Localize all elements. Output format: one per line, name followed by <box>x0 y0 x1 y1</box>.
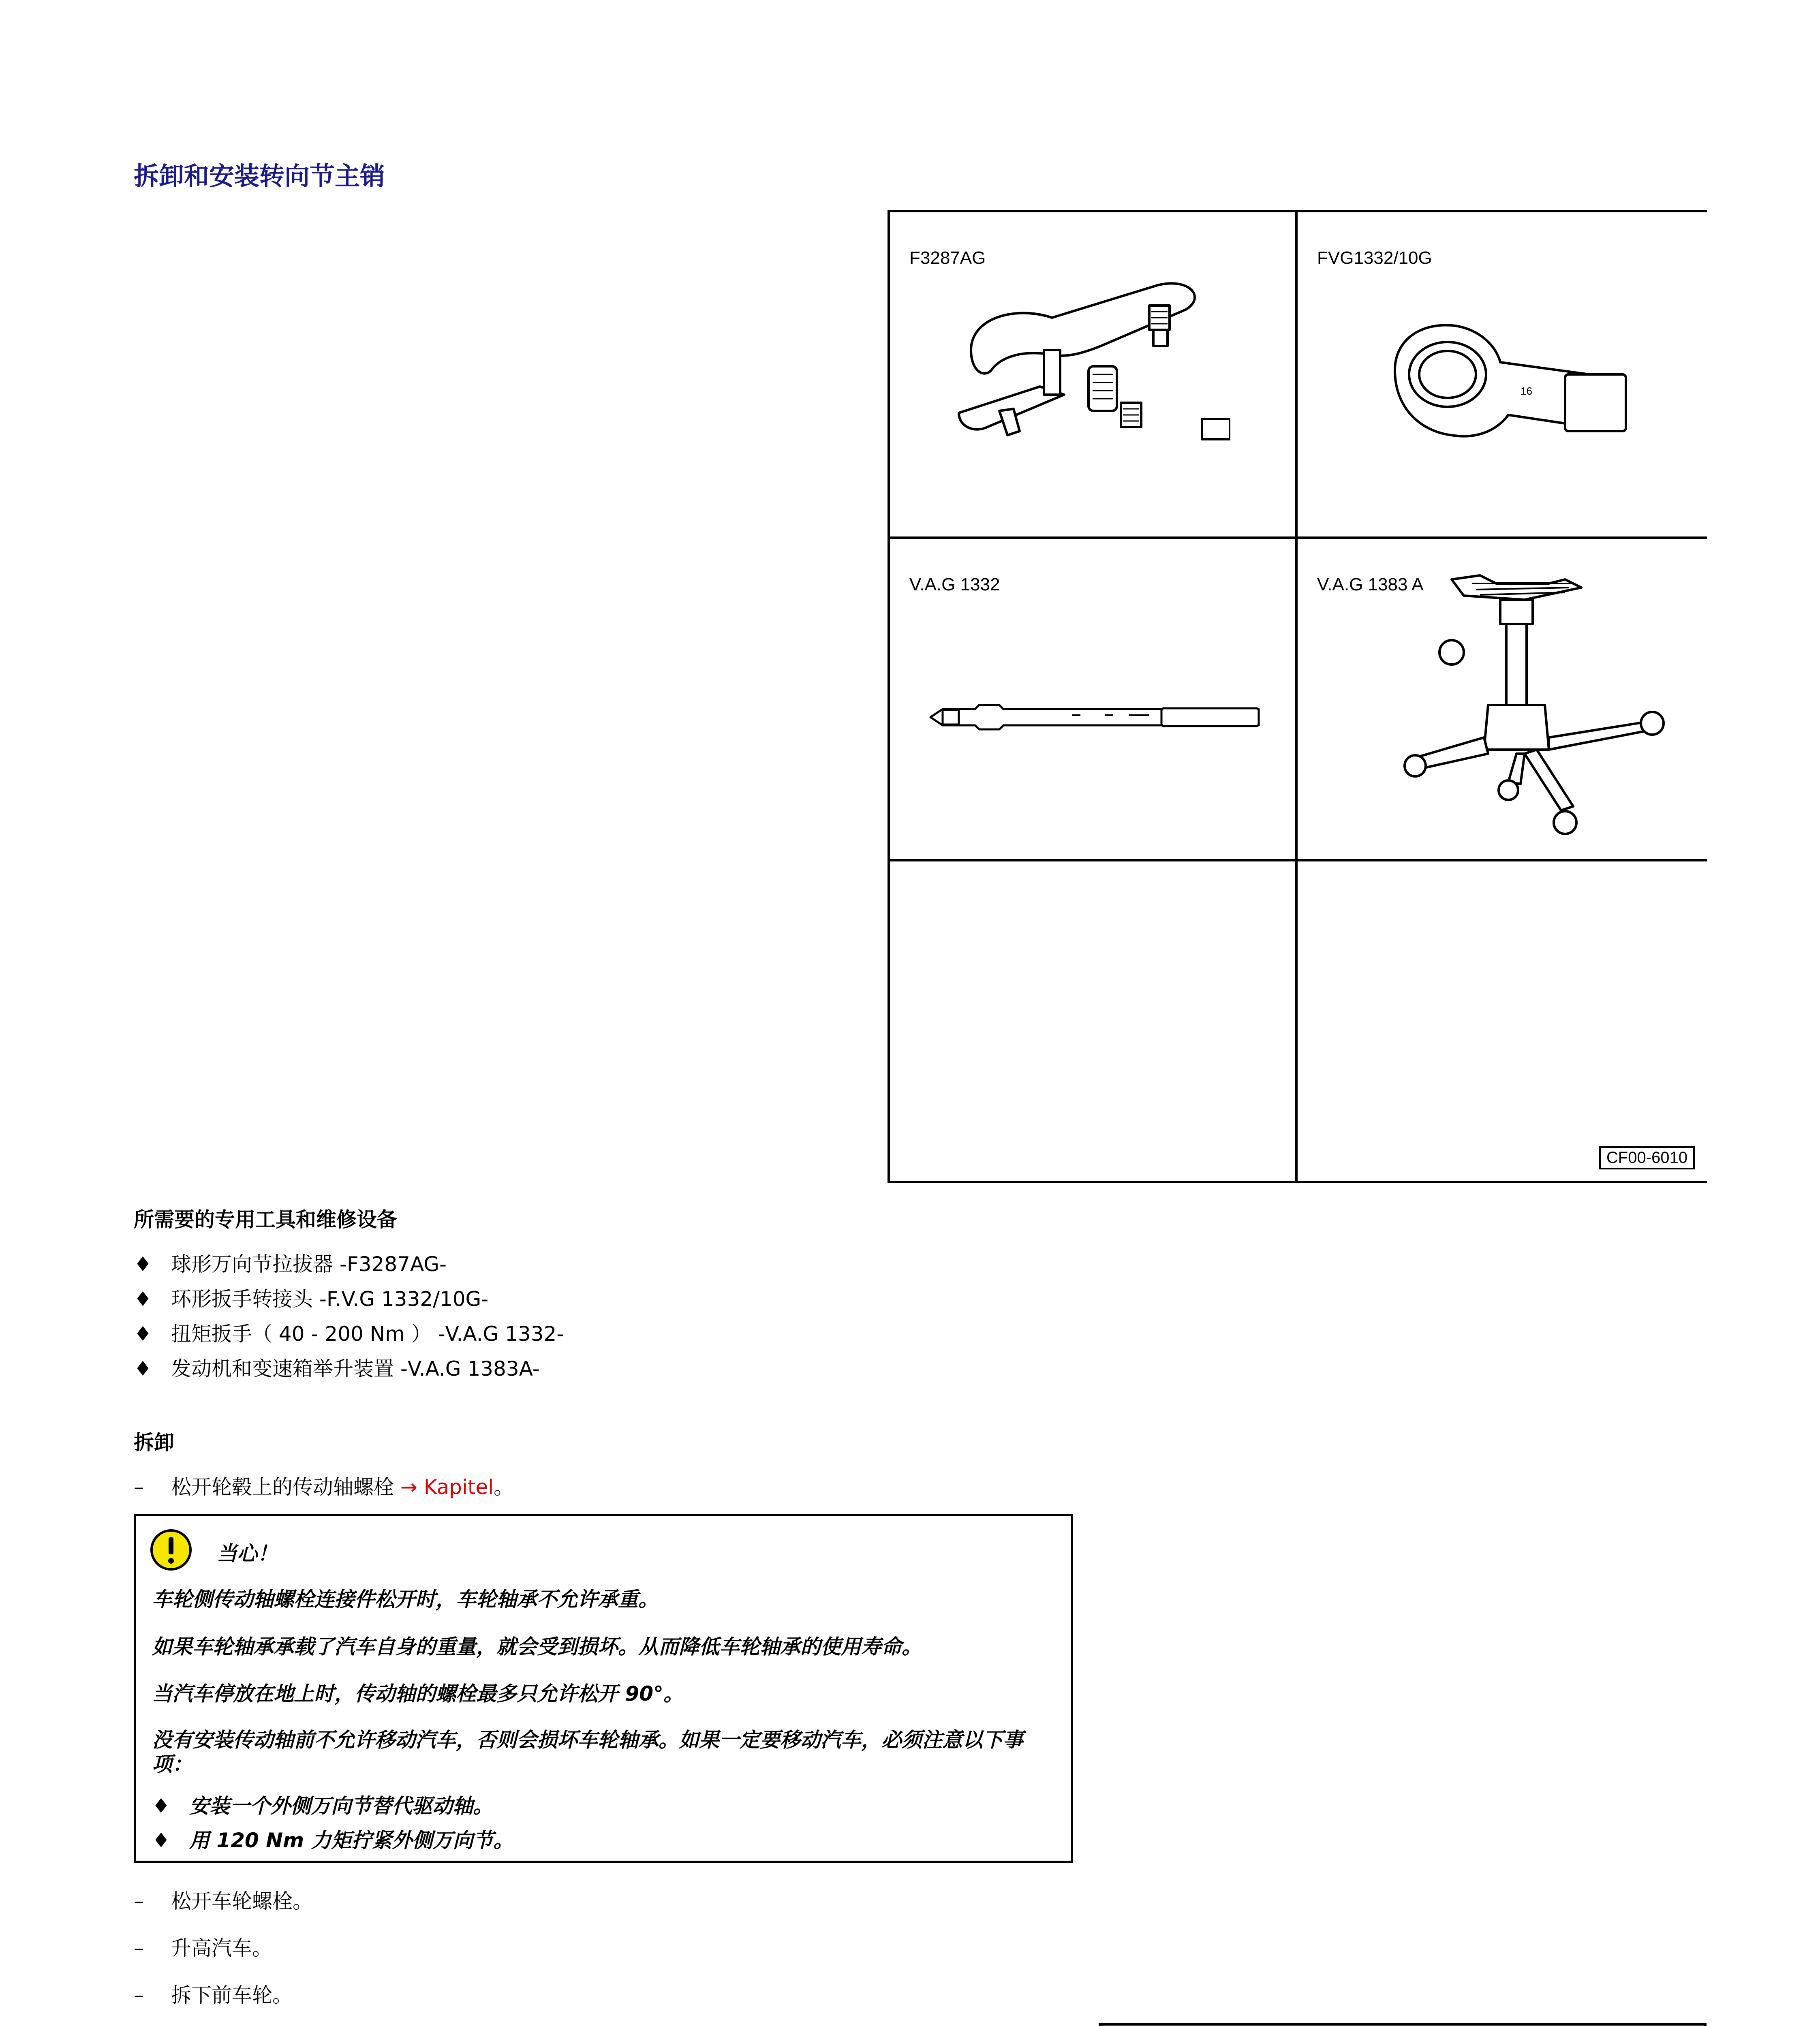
tool-cell-vag1383a <box>1295 536 1707 861</box>
list-item: ♦ 扭矩扳手（ 40 - 200 Nm ） -V.A.G 1332- <box>134 1322 564 1346</box>
tool-label: V.A.G 1383 A <box>1317 575 1424 594</box>
ring-size-text: 16 <box>1521 385 1532 397</box>
warning-icon <box>150 1528 192 1571</box>
kapitel-link[interactable]: → Kapitel <box>400 1475 494 1499</box>
caution-title: 当心！ <box>217 1542 278 1565</box>
tool-label: FVG1332/10G <box>1317 248 1432 268</box>
dash-bullet: – <box>134 1475 144 1499</box>
removal-heading: 拆卸 <box>134 1431 174 1454</box>
list-item: ♦ 环形扳手转接头 -F.V.G 1332/10G- <box>134 1287 489 1311</box>
required-tools-heading: 所需要的专用工具和维修设备 <box>134 1208 397 1231</box>
caution-paragraph: 没有安装传动轴前不允许移动汽车，否则会损坏车轮轴承。如果一定要移动汽车，必须注意以下事项： <box>152 1728 1023 1776</box>
figure-reference: CF00-6010 <box>1599 1146 1695 1169</box>
tool-label: V.A.G 1332 <box>909 575 1000 594</box>
caution-bullet: ♦ 安装一个外侧万向节替代驱动轴。 <box>152 1794 493 1818</box>
diamond-bullet-icon: ♦ <box>152 1794 170 1818</box>
list-item: ♦ 发动机和变速箱举升装置 -V.A.G 1383A- <box>134 1357 540 1381</box>
wheel-hub-figure <box>1099 2023 1707 2026</box>
step-item: – 拆下前车轮。 <box>134 1983 293 2007</box>
step-item: – 升高汽车。 <box>134 1936 272 1960</box>
tool-cell-f3287ag <box>888 210 1298 539</box>
diamond-bullet-icon: ♦ <box>134 1357 152 1381</box>
diamond-bullet-icon: ♦ <box>152 1829 170 1852</box>
step-item: – 松开轮毂上的传动轴螺栓 → Kapitel。 <box>134 1475 514 1499</box>
list-item: ♦ 球形万向节拉拔器 -F3287AG- <box>134 1252 447 1276</box>
caution-paragraph: 当汽车停放在地上时，传动轴的螺栓最多只允许松开 90°。 <box>152 1682 684 1705</box>
caution-bullet: ♦ 用 120 Nm 力矩拧紧外侧万向节。 <box>152 1829 514 1852</box>
caution-paragraph: 车轮侧传动轴螺栓连接件松开时，车轮轴承不允许承重。 <box>152 1588 659 1611</box>
diamond-bullet-icon: ♦ <box>134 1322 152 1346</box>
step-item: – 松开车轮螺栓。 <box>134 1889 313 1913</box>
page-title: 拆卸和安装转向节主销 <box>134 161 385 191</box>
diamond-bullet-icon: ♦ <box>134 1252 152 1276</box>
diamond-bullet-icon: ♦ <box>134 1287 152 1311</box>
tool-cell-vag1332 <box>888 536 1298 861</box>
tool-label: F3287AG <box>909 248 986 268</box>
caution-paragraph: 如果车轮轴承承载了汽车自身的重量，就会受到损坏。从而降低车轮轴承的使用寿命。 <box>152 1635 922 1658</box>
ring-spanner-insert-icon <box>1387 314 1638 447</box>
tools-grid <box>888 210 1707 1183</box>
tool-cell-empty <box>888 859 1298 1183</box>
caution-box <box>134 1514 1073 1863</box>
engine-gearbox-lift-icon <box>1403 563 1695 847</box>
tool-cell-empty <box>1295 859 1707 1183</box>
torque-wrench-icon <box>926 693 1267 742</box>
tool-cell-fvg1332 <box>1295 210 1707 539</box>
ball-joint-puller-icon <box>947 273 1230 443</box>
